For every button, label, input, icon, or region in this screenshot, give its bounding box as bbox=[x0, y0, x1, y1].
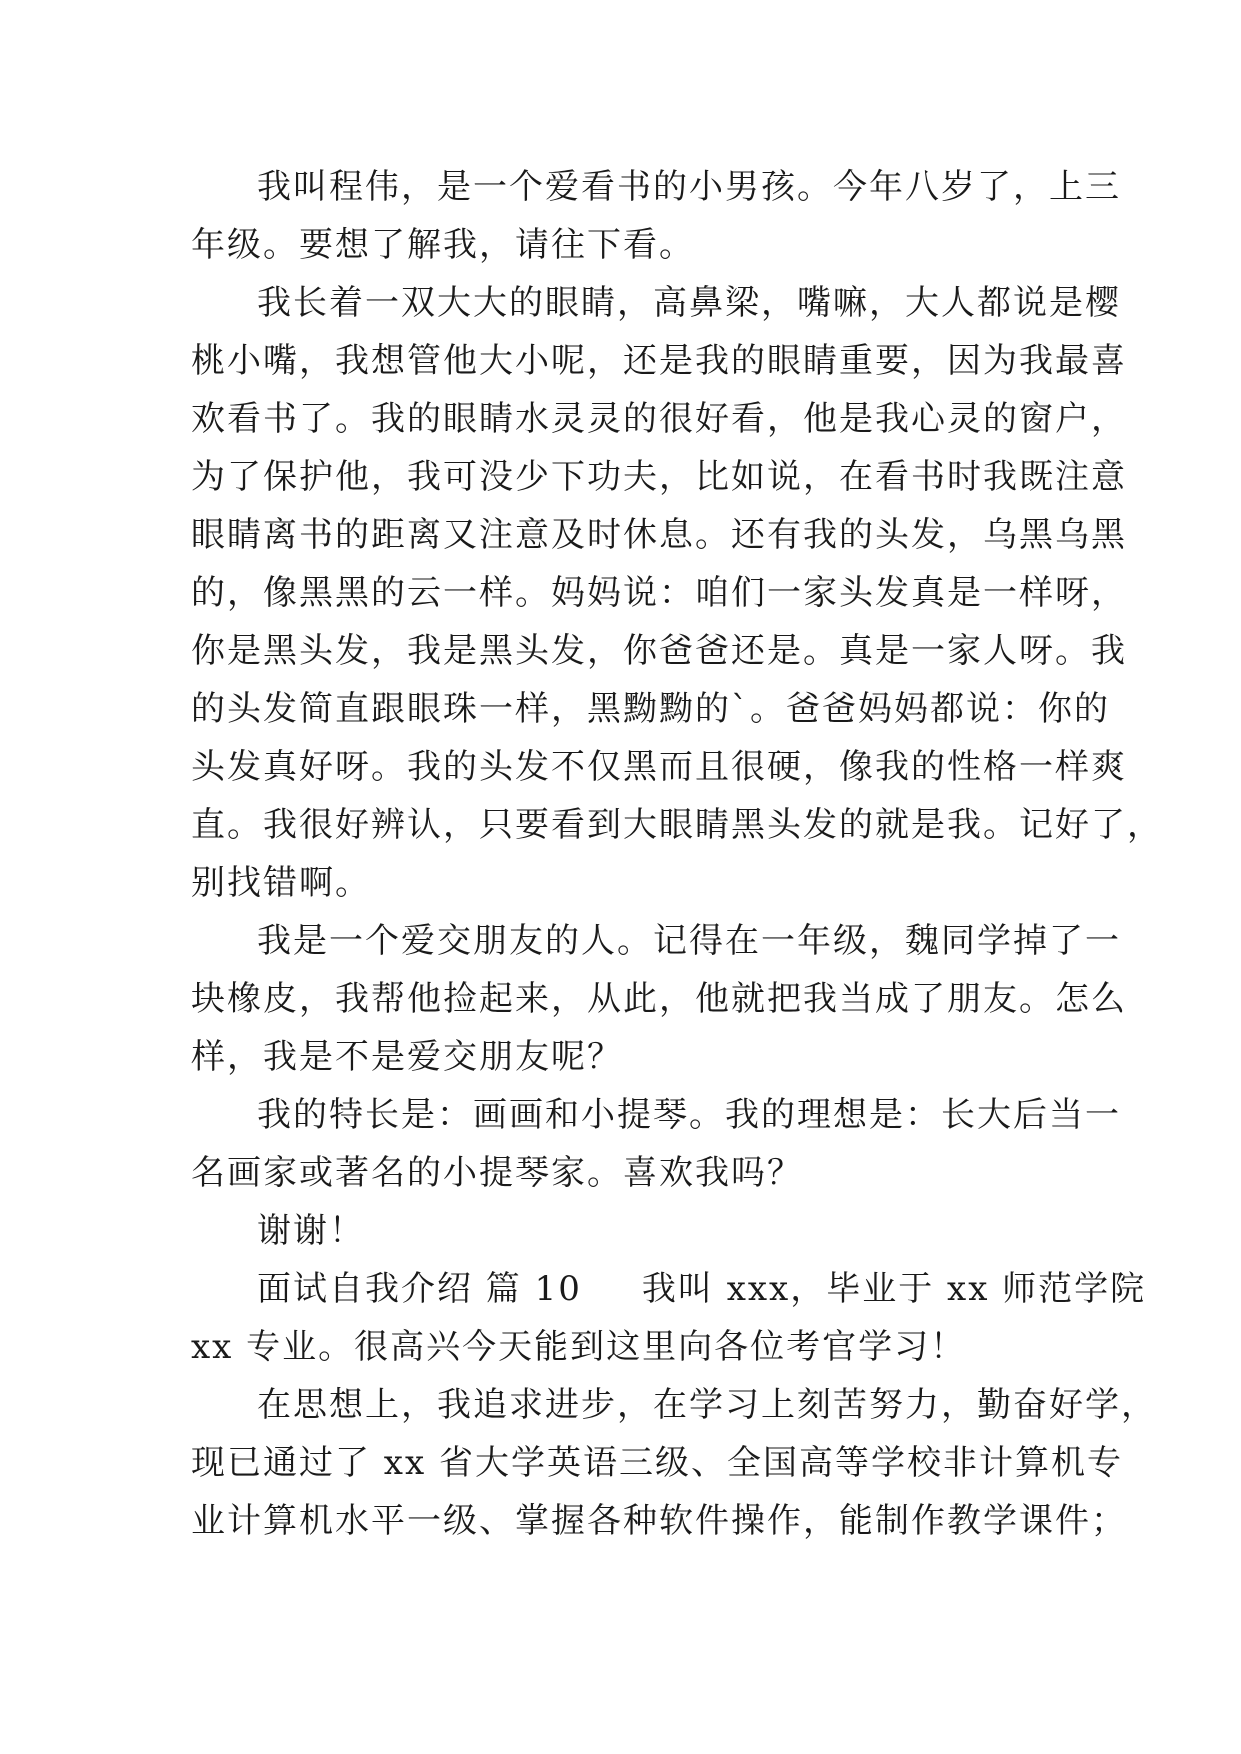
text-line: 你是黑头发，我是黑头发，你爸爸还是。真是一家人呀。我 bbox=[191, 631, 1127, 671]
text-line: 我叫程伟，是一个爱看书的小男孩。今年八岁了，上三 bbox=[257, 167, 1121, 207]
text-line: 块橡皮，我帮他捡起来，从此，他就把我当成了朋友。怎么 bbox=[191, 979, 1127, 1019]
text-line: 别找错啊。 bbox=[191, 863, 371, 903]
text-line: 的头发简直跟眼珠一样，黑黝黝的`。爸爸妈妈都说：你的 bbox=[191, 689, 1110, 729]
text-line: 直。我很好辨认，只要看到大眼睛黑头发的就是我。记好了， bbox=[191, 805, 1163, 845]
text-line: 名画家或著名的小提琴家。喜欢我吗？ bbox=[191, 1153, 803, 1193]
document-body bbox=[191, 158, 1163, 1550]
heading-continuation: 我叫 xxx，毕业于 xx 师范学院 bbox=[641, 1269, 1147, 1309]
text-line: 在思想上，我追求进步，在学习上刻苦努力，勤奋好学， bbox=[257, 1385, 1157, 1425]
text-line: 为了保护他，我可没少下功夫，比如说，在看书时我既注意 bbox=[191, 457, 1127, 497]
text-line: 的，像黑黑的云一样。妈妈说：咱们一家头发真是一样呀， bbox=[191, 573, 1127, 613]
text-line: 眼睛离书的距离又注意及时休息。还有我的头发，乌黑乌黑 bbox=[191, 515, 1127, 555]
section-heading-line bbox=[191, 1260, 1147, 1318]
text-line: 头发真好呀。我的头发不仅黑而且很硬，像我的性格一样爽 bbox=[191, 747, 1127, 787]
text-line: 我是一个爱交朋友的人。记得在一年级，魏同学掉了一 bbox=[257, 921, 1121, 961]
text-line: 业计算机水平一级、掌握各种软件操作，能制作教学课件； bbox=[191, 1501, 1127, 1541]
text-line: 现已通过了 xx 省大学英语三级、全国高等学校非计算机专 bbox=[191, 1443, 1123, 1483]
text-line: 我的特长是：画画和小提琴。我的理想是：长大后当一 bbox=[257, 1095, 1121, 1135]
text-line: 谢谢！ bbox=[257, 1211, 365, 1251]
text-line: xx 专业。很高兴今天能到这里向各位考官学习！ bbox=[191, 1327, 967, 1367]
text-line: 我长着一双大大的眼睛，高鼻梁，嘴嘛，大人都说是樱 bbox=[257, 283, 1121, 323]
text-line: 年级。要想了解我，请往下看。 bbox=[191, 225, 695, 265]
text-line: 桃小嘴，我想管他大小呢，还是我的眼睛重要，因为我最喜 bbox=[191, 341, 1127, 381]
section-heading: 面试自我介绍 篇 10 bbox=[257, 1269, 582, 1309]
text-line: 欢看书了。我的眼睛水灵灵的很好看，他是我心灵的窗户， bbox=[191, 399, 1127, 439]
text-line: 样，我是不是爱交朋友呢？ bbox=[191, 1037, 623, 1077]
